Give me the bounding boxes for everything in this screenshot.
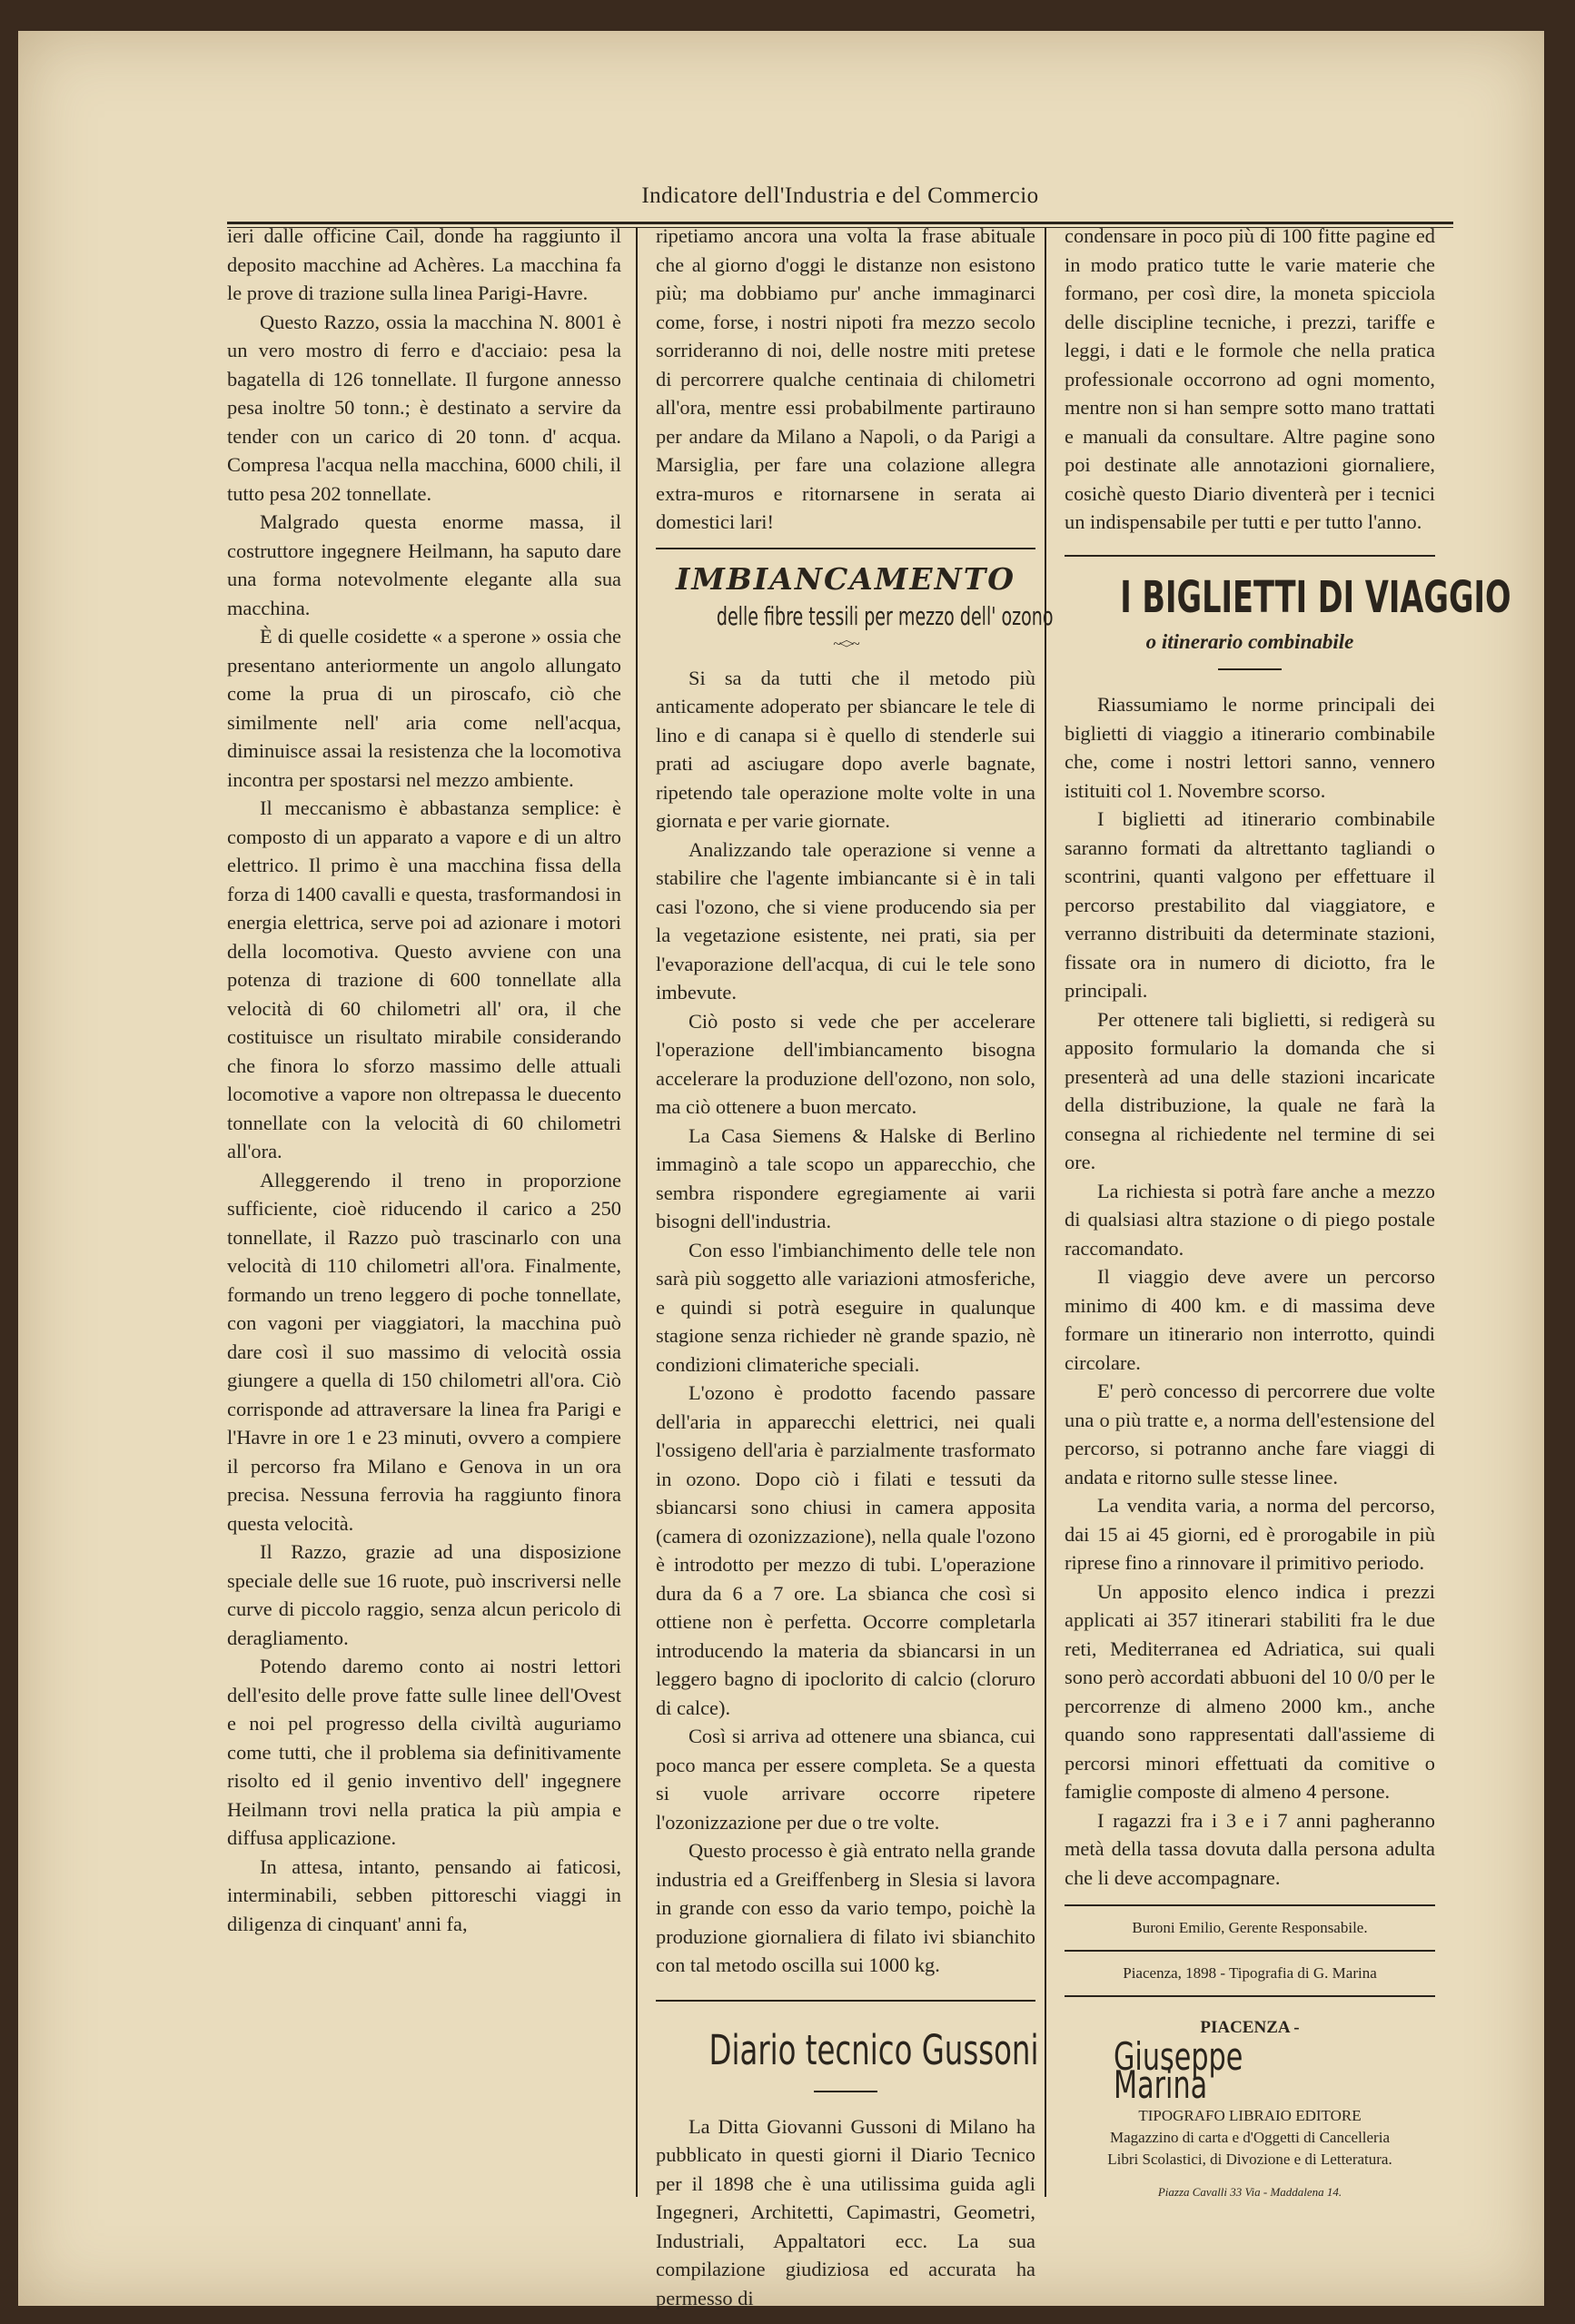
article-subtitle: o itinerario combinabile bbox=[1145, 629, 1354, 653]
advert-city: PIACENZA - bbox=[1200, 2018, 1300, 2038]
article-title: IMBIANCAMENTO bbox=[675, 560, 1016, 597]
advert-line: Magazzino di carta e d'Oggetti di Cancelleria bbox=[1110, 2128, 1390, 2146]
paragraph: È di quelle cosidette « a sperone » ossia che presentano anteriormente un angolo allungato come la prua di un piroscafo, ciò che similmente nell' aria come nell'acqua, diminuisce assai la resistenza che la locomotiva incontra per spostarsi nel mezzo ambiente. bbox=[227, 625, 621, 791]
advert-name: Giuseppe Marina bbox=[1114, 2033, 1243, 2108]
footer-rule bbox=[1065, 1904, 1435, 1906]
article-title: I BIGLIETTI DI VIAGGIO bbox=[1120, 571, 1511, 623]
paragraph: Questo processo è già entrato nella grande industria ed a Greiffenberg in Slesia si lavora in grande con esso da vario tempo, poichè la produzione giornaliera di filato ivi sbianchito con tal metodo oscilla sui 1000 kg. bbox=[656, 1839, 1035, 1976]
page-header bbox=[227, 158, 1453, 222]
paragraph: La Ditta Giovanni Gussoni di Milano ha pubblicato in questi giorni il Diario Tecnico per il 1898 che è una utilissima guida agli Ingegneri, Architetti, Capimastri, Geometri, Industriali, Appaltatori ecc. La sua compilazione giudiziosa ed accurata ha permesso di bbox=[656, 2114, 1035, 2309]
paragraph: ripetiamo ancora una volta la frase abituale che al giorno d'oggi le distanze non esistono più; ma dobbiamo pur' anche immaginarci come, forse, i nostri nipoti fra mezzo secolo sorrideranno di noi, delle nostre miti pretese di percorrere qualche centinaia di chilometri all'ora, mentre essi probabilmente partirauno per andare da Milano a Napoli, o da Parigi a Marsiglia, per fare una colazione allegra extra-muros e ritornarsene in serata ai domestici lari! bbox=[656, 224, 1035, 533]
ornament-rule bbox=[814, 2091, 877, 2092]
paragraph: Il meccanismo è abbastanza semplice: è composto di un apparato a vapore e di un altro elettrico. Il primo è una macchina fissa della forza di 1400 cavalli e questa, trasformandosi in energia elettrica, serve poi ad azionare i motori della locomotiva. Questo avviene con una potenza di trazione di 600 tonnellate alla velocità di 60 chilometri all' ora, il che costituisce un risultato mirabile considerando che finora lo sforzo massimo delle attuali locomotive a vapore non oltrepassa le duecento tonnellate con la velocità di 60 chilometri all'ora. bbox=[227, 796, 621, 1162]
paragraph: Con esso l'imbianchimento delle tele non sarà più soggetto alle variazioni atmosferiche, e quindi si potrà eseguire in qualunque stagione senza richieder nè grande spazio, nè condizioni climateriche speciali. bbox=[656, 1238, 1035, 1376]
paragraph: I biglietti ad itinerario combinabile saranno formati da altrettanto tagliandi o scontrini, quanti valgono per effettuare il percorso prestabilito dal viaggiatore, e verranno distribuiti da determinate stazioni, fissate ora in numero di diciotto, fra le principali. bbox=[1065, 807, 1435, 1002]
paragraph: La vendita varia, a norma del percorso, dai 15 ai 45 giorni, ed è prorogabile in più riprese fino a rinnovare il primitivo periodo. bbox=[1065, 1494, 1435, 1574]
header-title: Indicatore dell'Industria e del Commercio bbox=[641, 183, 1039, 208]
paragraph: Il viaggio deve avere un percorso minimo di 400 km. e di massima deve formare un itinerario non interrotto, quindi circolare. bbox=[1065, 1265, 1435, 1374]
paragraph: Così si arriva ad ottenere una sbianca, cui poco manca per essere completa. Se a questa si vuole arrivare occorre ripetere l'ozonizzazione per due o tre volte. bbox=[656, 1725, 1035, 1834]
paragraph: Analizzando tale operazione si venne a stabilire che l'agente imbiancante si è in tali casi l'ozono, che si viene producendo sia per la vegetazione esistente, nei prati, sia per l'evaporazione dell'acqua, di cui le tele sono imbevute. bbox=[656, 837, 1035, 1004]
paragraph: Riassumiamo le norme principali dei biglietti di viaggio a itinerario combinabile che, come i nostri lettori sanno, vennero istituiti col 1. Novembre scorso. bbox=[1065, 693, 1435, 802]
column-2 bbox=[636, 222, 1054, 2309]
footer-rule bbox=[1065, 1950, 1435, 1952]
paragraph: In attesa, intanto, pensando ai faticosi, interminabili, sebben pittoreschi viaggi in diligenza di cinquant' anni fa, bbox=[227, 1854, 621, 1935]
column-3 bbox=[1045, 222, 1511, 2199]
article-subtitle: delle fibre tessili per mezzo dell' ozono bbox=[716, 600, 1054, 631]
paragraph: L'ozono è prodotto facendo passare dell'aria in apparecchi elettrici, nei quali l'ossigeno dell'aria è parzialmente trasformato in ozono. Dopo ciò i filati e tessuti da sbiancarsi sono chiusi in camera apposita (camera di ozonizzazione), nella quale l'ozono è introdotto per mezzo di tubi. L'operazione dura da 6 a 7 ore. La sbianca che così si ottiene non è perfetta. Occorre completarla introducendo la materia da sbiancarsi in un leggero bagno di ipoclorito di calcio (cloruro di calce). bbox=[656, 1381, 1035, 1719]
paragraph: Ciò posto si vede che per accelerare l'operazione dell'imbiancamento bisogna accelerare la produzione dell'ozono, non solo, ma ciò ottenere a buon mercato. bbox=[656, 1009, 1035, 1118]
newspaper-page bbox=[18, 31, 1544, 2309]
paragraph: Questo Razzo, ossia la macchina N. 8001 è un vero mostro di ferro e d'acciaio: pesa la bagatella di 126 tonnellate. Il furgone annesso pesa inoltre 50 tonn.; è destinato a servire da tender con un carico di 20 tonn. d' acqua. Compresa l'acqua nella macchina, 6000 chili, il tutto pesa 202 tonnellate. bbox=[227, 310, 621, 505]
paragraph: Si sa da tutti che il metodo più anticamente adoperato per sbiancare le tele di lino e di canapa si è quello di stenderle sui prati ad asciugare dopo averle bagnate, ripetendo tale operazione molte volte in una giornata e per varie giornate. bbox=[656, 666, 1035, 832]
imprint-line: Piacenza, 1898 - Tipografia di G. Marina bbox=[1123, 1964, 1377, 1982]
paragraph: condensare in poco più di 100 fitte pagine ed in modo pratico tutte le varie materie che formano, per così dire, la moneta spicciola delle discipline tecniche, i prezzi, tariffe e leggi, i dati e le formole che nella pratica professionale occorrono ad ogni momento, mentre non si han sempre sotto mano trattati e manuali da consultare. Altre pagine sono poi destinate alle annotazioni giornaliere, cosichè questo Diario diventerà per i tecnici un indispensabile per tutti e per tutto l'anno. bbox=[1065, 224, 1435, 533]
article-title: Diario tecnico Gussoni bbox=[708, 2025, 1039, 2074]
paragraph: Alleggerendo il treno in proporzione sufficiente, cioè riducendo il carico a 250 tonnellate, il Razzo può trascinarlo con una velocità di 110 chilometri all'ora. Finalmente, formando un treno leggero di poche tonnellate, con vagoni per viaggiatori, la macchina può dare così il suo massimo di velocità ossia giungere a quella di 150 chilometri all'ora. Ciò corrisponde ad attraversare la linea fra Parigi e l'Havre in ore 1 e 23 minuti, ovvero a compiere il percorso fra Milano e Genova in un ora precisa. Nessuna ferrovia ha raggiunto finora questa velocità. bbox=[227, 1168, 621, 1535]
paragraph: La Casa Siemens & Halske di Berlino immaginò a tale scopo un apparecchio, che sembra rispondere egregiamente ai varii bisogni dell'industria. bbox=[656, 1123, 1035, 1232]
paragraph: Per ottenere tali biglietti, si redigerà su apposito formulario la domanda che si presenterà ad una delle stazioni incaricate della distribuzione, la quale ne farà la consegna al richiedente nel termine di sei ore. bbox=[1065, 1007, 1435, 1173]
ornament-rule bbox=[1218, 668, 1282, 670]
ornament: ~<>~ bbox=[833, 636, 858, 652]
paragraph: Il Razzo, grazie ad una disposizione speciale delle sue 16 ruote, può inscriversi nelle curve di piccolo raggio, senza alcun pericolo di deragliamento. bbox=[227, 1540, 621, 1649]
section-rule bbox=[656, 2000, 1035, 2002]
advert-address: Piazza Cavalli 33 Via - Maddalena 14. bbox=[1157, 2184, 1342, 2199]
footer-rule bbox=[1065, 1995, 1435, 1997]
paragraph: Malgrado questa enorme massa, il costruttore ingegnere Heilmann, ha saputo dare una forma notevolmente elegante alla sua macchina. bbox=[227, 510, 621, 619]
advert-line: TIPOGRAFO LIBRAIO EDITORE bbox=[1138, 2106, 1362, 2124]
paragraph: Potendo daremo conto ai nostri lettori dell'esito delle prove fatte sulle linee dell'Ovest e noi pel progresso della civiltà auguriamo come tutti, che il problema sia definitivamente risolto ed il genio inventivo dell' ingegnere Heilmann trovi nella pratica la più ampia e diffusa applicazione. bbox=[227, 1655, 621, 1849]
advert-line: Libri Scolastici, di Divozione e di Letteratura. bbox=[1107, 2150, 1392, 2168]
paragraph: E' però concesso di percorrere due volte una o più tratte e, a norma dell'estensione del percorso, si potranno anche fare viaggi di andata e ritorno sulle stesse linee. bbox=[1065, 1380, 1435, 1488]
paragraph: Un apposito elenco indica i prezzi applicati ai 357 itinerari stabiliti fra le due reti, Mediterranea ed Adriatica, sui quali sono però accordati abbuoni del 10 0/0 per le percorrenze di almeno 2000 km., anche quando sono rappresentati dall'assieme di percorsi minori effettuati da comitive o famiglie composte di almeno 4 persone. bbox=[1065, 1579, 1435, 1803]
paragraph: ieri dalle officine Cail, donde ha raggiunto il deposito macchine ad Achères. La macchina fa le prove di trazione sulla linea Parigi-Havre. bbox=[227, 224, 621, 304]
section-rule bbox=[1065, 555, 1435, 557]
advert-heading bbox=[1065, 2012, 1435, 2108]
column-1 bbox=[227, 222, 636, 2199]
paragraph: La richiesta si potrà fare anche a mezzo di qualsiasi altra stazione o di piego postale raccomandato. bbox=[1065, 1179, 1435, 1260]
paragraph: I ragazzi fra i 3 e i 7 anni pagheranno metà della tassa dovuta dalla persona adulta che li deve accompagnare. bbox=[1065, 1808, 1435, 1889]
manager-line: Buroni Emilio, Gerente Responsabile. bbox=[1132, 1919, 1368, 1936]
section-rule bbox=[656, 548, 1035, 549]
